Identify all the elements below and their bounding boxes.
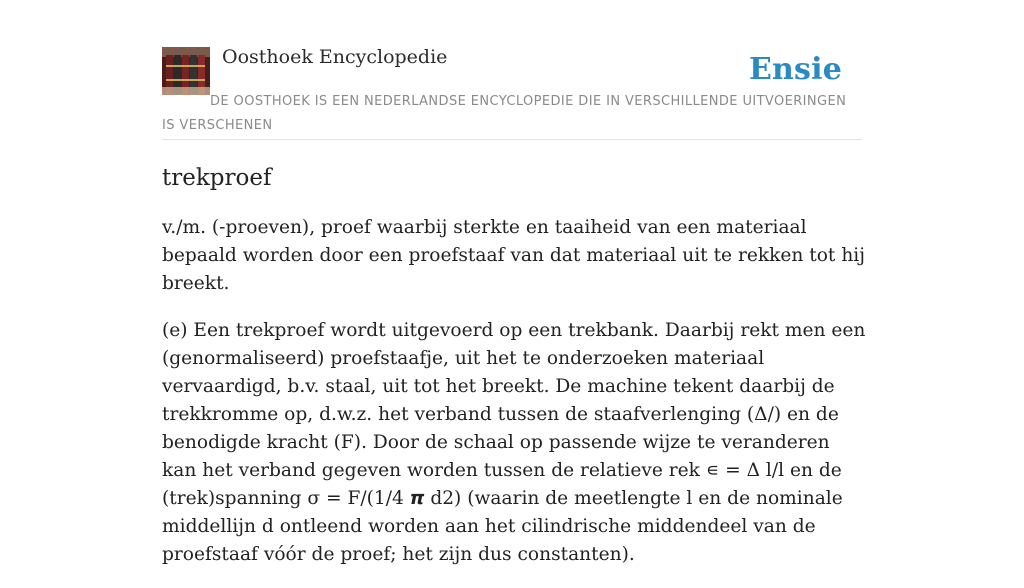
encyclopedia-books-icon[interactable]: [162, 47, 210, 95]
article: [162, 160, 867, 588]
brand-logo[interactable]: Ensie: [748, 52, 842, 87]
article-title: trekproef: [162, 165, 272, 191]
article-paragraph-definition: v./m. (-proeven), proef waarbij sterkte en taaiheid van een materiaal bepaald worden door een proefstaaf van dat materiaal uit te rekken tot hij breekt.: [162, 217, 866, 294]
article-paragraph-explanation: (e) Een trekproef wordt uitgevoerd op een trekbank. Daarbij rekt men een (genormaliseerd) proefstaafje, uit het te onderzoeken materiaal vervaardigd, b.v. staal, uit tot het breekt. De machine tekent daarbij de trekkromme op, d.w.z. het verband tussen de staafverlenging (Δ/) en de benodigde kracht (F). Door de schaal op passende wijze te veranderen kan het verband gegeven worden tussen de relatieve rek ∊ = Δ l/l en de (trek)spanning σ = F/(1/4 𝞹 d2) (waarin de meetlengte l en de nominale middellijn d ontleend worden aan het cilindrische middendeel van de proefstaaf vóór de proef; het zijn dus constanten).: [162, 320, 866, 565]
header: [162, 44, 862, 140]
source-tagline: DE OOSTHOEK IS EEN NEDERLANDSE ENCYCLOPEDIE DIE IN VERSCHILLENDE UITVOERINGEN IS VERSCHENEN: [162, 94, 847, 133]
header-divider: [162, 139, 862, 140]
source-name[interactable]: Oosthoek Encyclopedie: [222, 46, 448, 68]
